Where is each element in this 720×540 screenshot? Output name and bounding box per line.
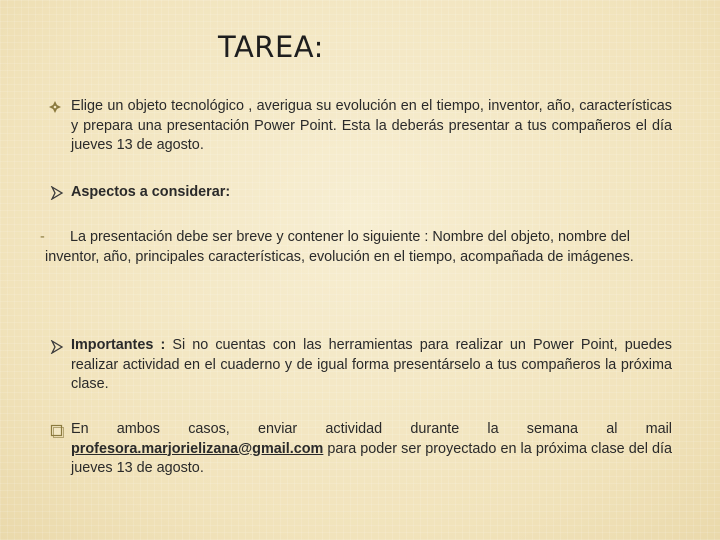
item-enviar-actividad: [71, 420, 672, 479]
email-link[interactable]: profesora.marjorielizana@gmail.com: [71, 440, 324, 457]
item-objeto-tecnologico: Elige un objeto tecnológico , averigua su evolución en el tiempo, inventor, año, características y prepara una presentación Power Point. Esta la deberás presentar a tus compañeros el día jueves 13 de agosto.: [71, 98, 672, 153]
importantes-label: Importantes :: [71, 337, 166, 353]
page-title: TAREA:: [218, 30, 324, 64]
item-presentacion-line1: La presentación debe ser breve y contener lo siguiente : Nombre del objeto, nombre del: [70, 229, 630, 245]
item-presentacion-paragraph: [45, 228, 673, 267]
arrow-bullet-icon: [50, 340, 64, 354]
dash-bullet-icon: -: [40, 229, 45, 245]
arrow-bullet-icon: [50, 186, 64, 200]
importantes-text: Si no cuentas con las herramientas para realizar un Power Point, puedes realizar actividad en el cuaderno y de igual forma presentárselo a tus compañeros la próxima clase.: [71, 337, 672, 392]
diamond-bullet-icon: [48, 100, 62, 114]
square-bullet-icon: [50, 424, 64, 438]
item-aspectos-heading: Aspectos a considerar:: [71, 184, 231, 200]
enviar-suffix: para poder ser proyectado en la próxima clase del día jueves 13 de agosto.: [71, 440, 672, 476]
item-importantes: [71, 336, 672, 395]
enviar-prefix: En ambos casos, enviar actividad durante la semana al mail: [71, 421, 672, 437]
item-presentacion-line2: inventor, año, principales características, evolución en el tiempo, acompañada de imágenes.: [45, 248, 634, 265]
